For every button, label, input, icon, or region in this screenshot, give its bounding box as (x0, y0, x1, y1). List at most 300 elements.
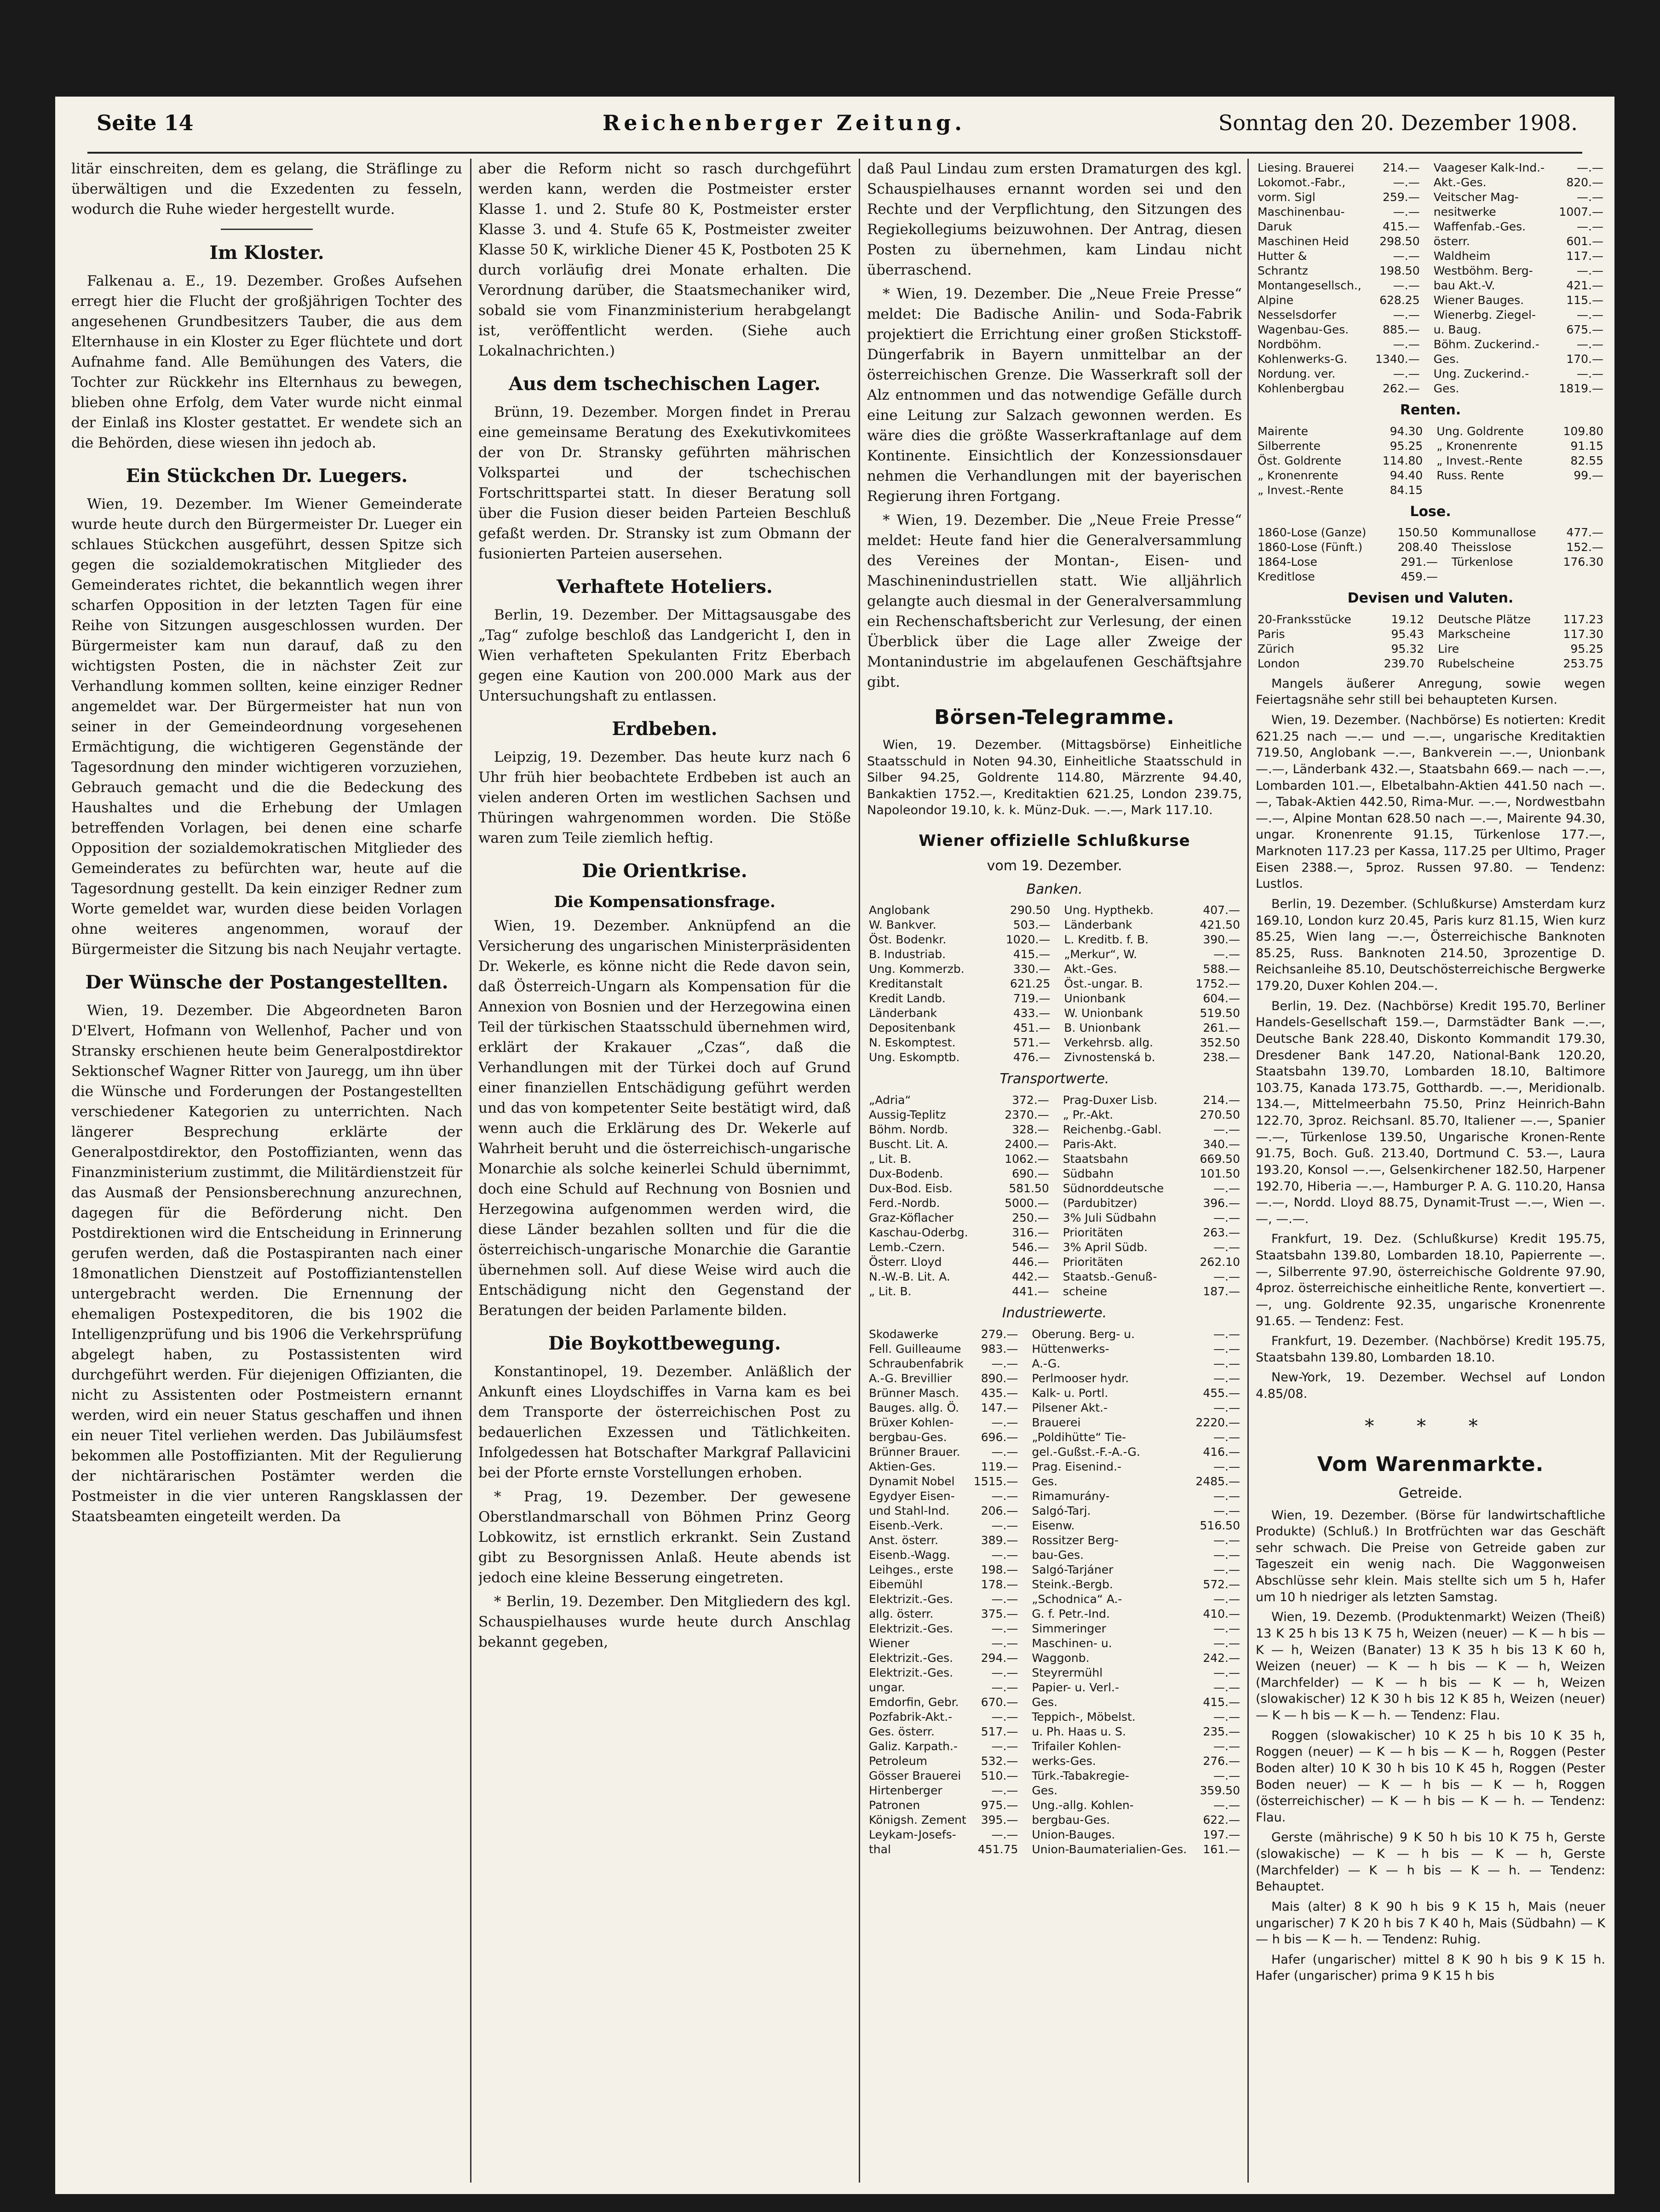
security-price: 519.50 (1200, 1006, 1240, 1020)
security-price: 890.— (981, 1371, 1018, 1385)
spacer (1020, 1459, 1030, 1474)
spacer (1051, 1108, 1061, 1122)
column-1 (71, 159, 462, 2183)
spacer (1051, 1093, 1061, 1108)
spacer (1052, 1035, 1062, 1050)
security-price: 298.50 (1379, 235, 1420, 248)
security-name: Zivnostenská b. (1064, 1051, 1155, 1064)
spacer (1440, 525, 1450, 540)
security-price: 178.— (981, 1577, 1018, 1591)
table-heading: Industriewerte. (1002, 1305, 1107, 1321)
newspaper-page (55, 97, 1614, 2194)
security-price: —.— (1213, 1342, 1240, 1356)
security-name: Unionbank (1064, 992, 1126, 1005)
spacer (1020, 1371, 1030, 1386)
security-name: Kreditanstalt (869, 977, 943, 991)
quote-row (867, 1327, 1242, 1342)
security-price: 604.— (1203, 992, 1240, 1005)
quote-row (867, 1621, 1242, 1636)
security-name: Böhm. Zuckerind.- (1433, 338, 1539, 351)
quote-row (1256, 219, 1605, 234)
security-price: 114.80 (1382, 454, 1423, 467)
security-price: 1752.— (1195, 977, 1240, 991)
security-price: —.— (1213, 1356, 1240, 1370)
security-name: Russ. Rente (1436, 468, 1504, 482)
security-price: 94.30 (1390, 424, 1423, 438)
security-name: Oberung. Berg- u. (1032, 1327, 1135, 1341)
quote-row (1256, 190, 1605, 205)
spacer (1051, 1122, 1061, 1137)
security-name: „Merkur“, W. (1064, 948, 1137, 961)
quote-row (1256, 175, 1605, 190)
spacer (1020, 1813, 1030, 1827)
quote-row (1256, 483, 1605, 498)
security-price: 262.10 (1200, 1255, 1240, 1269)
security-price: —.— (1393, 205, 1420, 218)
spacer (1020, 1680, 1030, 1695)
security-name: Emdorfin, Gebr. (869, 1695, 959, 1709)
security-price: 170.— (1566, 352, 1603, 366)
spacer (1020, 1356, 1030, 1371)
quote-row (867, 977, 1242, 991)
security-price: 119.— (981, 1459, 1018, 1473)
spacer (1052, 991, 1062, 1006)
spacer (1052, 932, 1062, 947)
security-price: —.— (1213, 1327, 1240, 1341)
quote-row (867, 1827, 1242, 1842)
quote-row (867, 1798, 1242, 1813)
security-name: Alpine (1258, 293, 1294, 307)
spacer (1426, 642, 1436, 656)
security-name: Prag-Duxer Lisb. (1063, 1093, 1158, 1107)
spacer (1426, 656, 1436, 671)
security-price: —.— (991, 1680, 1018, 1694)
security-price: 239.70 (1384, 656, 1424, 670)
security-name: Maschinenbau- (1258, 205, 1345, 218)
security-name: Lemb.-Czern. (869, 1241, 945, 1254)
security-name: Schraubenfabrik (869, 1356, 964, 1370)
security-name: (Pardubitzer) (1063, 1196, 1137, 1210)
security-price: 581.50 (1009, 1182, 1049, 1195)
security-name: „ Invest.-Rente (1436, 454, 1522, 467)
spacer (1052, 947, 1062, 962)
spacer (1440, 555, 1450, 569)
security-name: Aktien-Ges. (869, 1459, 936, 1473)
security-name: Waffenfab.-Ges. (1433, 220, 1526, 233)
security-price: —.— (991, 1592, 1018, 1606)
article-text: Berlin, 19. Dezember. Der Mittagsausgabe des „Tag“ zufolge beschloß das Landgericht I, den in Wien verhafteten Spekulanten Fritz Eberbach gegen eine Kaution von 200.000 Mark aus der Untersuchungshaft zu entlassen. (478, 606, 851, 704)
quote-row (867, 1533, 1242, 1548)
security-price: 242.— (1203, 1651, 1240, 1665)
security-price: 601.— (1566, 235, 1603, 248)
spacer (1422, 219, 1432, 234)
security-price: 476.— (1013, 1051, 1051, 1064)
quote-row (867, 1636, 1242, 1651)
security-name: Ung.-allg. Kohlen- (1032, 1798, 1134, 1812)
quote-row (1256, 569, 1605, 584)
spacer (1020, 1842, 1030, 1857)
security-name: Anglobank (869, 903, 930, 917)
security-name: Mairente (1258, 424, 1308, 438)
security-name: Perlmooser hydr. (1032, 1371, 1129, 1385)
security-price: 1819.— (1559, 382, 1603, 395)
security-name: österr. (1433, 235, 1470, 248)
spacer (1020, 1827, 1030, 1842)
quote-row (1256, 612, 1605, 627)
security-name: Wagenbau-Ges. (1258, 323, 1349, 336)
quote-row (1256, 234, 1605, 249)
security-price: 253.75 (1563, 656, 1603, 670)
security-price: —.— (1393, 279, 1420, 292)
security-name: nesitwerke (1433, 205, 1496, 218)
security-price: 517.— (981, 1724, 1018, 1738)
security-name: Skodawerke (869, 1327, 939, 1341)
security-price: 214.— (1203, 1093, 1240, 1107)
security-name: Ung. Kommerzb. (869, 962, 965, 976)
column-2 (478, 159, 851, 2183)
security-name: Aussig-Teplitz (869, 1108, 946, 1122)
quote-row (867, 1680, 1242, 1695)
security-name: B. Unionbank (1064, 1021, 1141, 1035)
spacer (1422, 264, 1432, 278)
quote-row (867, 1563, 1242, 1577)
quote-row (867, 1270, 1242, 1284)
security-price: —.— (1213, 1666, 1240, 1679)
article-text: * Prag, 19. Dezember. Der gewesene Oberstlandmarschall von Böhmen Prinz Georg Lobkowitz, ist ernstlich erkrankt. Sein Zustand gibt zu Besorgnissen Anlaß. Heute abends ist jedoch eine kleine Besserung eingetreten. (478, 1488, 851, 1586)
spacer (1422, 249, 1432, 264)
security-price: —.— (1577, 161, 1603, 174)
security-name: Eisenb.-Wagg. (869, 1548, 950, 1562)
security-price: 975.— (981, 1798, 1018, 1812)
security-price: 669.50 (1200, 1152, 1240, 1166)
quote-row (1256, 308, 1605, 322)
quote-row (867, 1783, 1242, 1798)
security-name: Elektrizit.-Ges. (869, 1651, 953, 1665)
spacer (1051, 1181, 1061, 1196)
security-price: 670.— (981, 1695, 1018, 1709)
security-price: —.— (1213, 1123, 1240, 1137)
article-text: * Wien, 19. Dezember. Die „Neue Freie Presse“ meldet: Heute fand hier die Generalversammlung des Vereines der Montan-, Eisen- und Maschinenindustriellen statt. Wie alljährlich gelangte auch diesmal in der Generalversammlung ein Rechenschaftsbericht zur Verlesung, der einen Überblick über die Lage aller Zweige der Montanindustrie im abgelaufenen Geschäftsjahre gibt. (867, 512, 1242, 691)
spacer (1020, 1489, 1030, 1504)
security-name: Nordböhm. (1258, 338, 1322, 351)
spacer (1020, 1769, 1030, 1783)
security-price: 690.— (1012, 1167, 1049, 1181)
security-name: Veitscher Mag- (1433, 190, 1519, 204)
quote-row (1256, 293, 1605, 308)
spacer (1051, 1152, 1061, 1166)
security-price: —.— (1393, 249, 1420, 263)
security-name: werks-Ges. (1032, 1754, 1096, 1768)
spacer (1424, 439, 1435, 454)
spacer (1020, 1548, 1030, 1563)
security-name: Wiener Bauges. (1433, 293, 1524, 307)
quote-row (867, 1430, 1242, 1445)
security-price: 546.— (1012, 1241, 1049, 1254)
security-name: Ges. (1032, 1695, 1058, 1709)
security-price: 451.75 (977, 1842, 1018, 1856)
security-name: Dynamit Nobel (869, 1474, 955, 1488)
security-price: 250.— (1012, 1211, 1049, 1225)
security-price: 628.25 (1379, 293, 1420, 307)
spacer (1426, 612, 1436, 627)
security-price: 1340.— (1375, 352, 1420, 366)
security-name: und Stahl-Ind. (869, 1504, 950, 1517)
quote-table (867, 903, 1242, 1065)
security-name: Brüxer Kohlen- (869, 1415, 954, 1429)
security-name: Ges. österr. (869, 1724, 935, 1738)
security-name (1450, 569, 1554, 584)
quote-row (867, 1006, 1242, 1021)
security-price: —.— (1213, 1489, 1240, 1503)
security-name: bau-Ges. (1032, 1548, 1084, 1562)
security-price: 235.— (1203, 1724, 1240, 1738)
security-price: 885.— (1382, 323, 1420, 336)
article-text: Wien, 19. Dezember. (Börse für landwirtschaftliche Produkte) (Schluß.) In Brotfrüchten war das Geschäft sehr schwach. Die Preise von Getreide gaben zur Tageszeit ein wenig nach. Die Waggonweisen Abschlüsse sehr klein. Mais stellte sich um 5 h, Hafer um 10 h niedriger als letzten Samstag. (1256, 1508, 1605, 1604)
spacer (1426, 627, 1436, 642)
security-price: —.— (991, 1739, 1018, 1753)
security-name: Paris-Akt. (1063, 1138, 1117, 1151)
security-name: N.-W.-B. Lit. A. (869, 1270, 950, 1284)
security-price: 407.— (1203, 903, 1240, 917)
spacer (1052, 962, 1062, 977)
security-name: Egydyer Eisen- (869, 1489, 955, 1503)
security-name: Kreditlose (1258, 570, 1315, 584)
security-price: —.— (1213, 1548, 1240, 1562)
security-price: 503.— (1013, 918, 1051, 932)
subheading: vom 19. Dezember. (987, 858, 1122, 874)
security-price: —.— (1577, 264, 1603, 277)
security-name: Ferd.-Nordb. (869, 1196, 940, 1210)
security-price: —.— (1213, 1636, 1240, 1650)
security-price: —.— (1213, 1592, 1240, 1606)
security-name: Markscheine (1438, 627, 1511, 641)
security-price: 290.50 (1010, 903, 1051, 917)
section-stars: * * * (1365, 1415, 1496, 1437)
quote-row (867, 1255, 1242, 1270)
spacer (1424, 454, 1435, 468)
security-name: 3% April Südb. (1063, 1241, 1148, 1254)
security-price: 395.— (981, 1813, 1018, 1827)
security-price: —.— (991, 1621, 1018, 1635)
article-text: Konstantinopel, 19. Dezember. Anläßlich der Ankunft eines Lloydschiffes in Varna kam es bei dem Transporte der österreichischen Post zu bedauerlichen Exzessen und Tätlichkeiten. Infolgedessen hat Botschafter Markgraf Pallavicini bei der Pforte ernste Vorstellungen erhoben. (478, 1363, 851, 1482)
security-price: 410.— (1203, 1607, 1240, 1620)
quote-row (867, 1548, 1242, 1563)
quote-row (867, 1035, 1242, 1050)
security-price: 291.— (1401, 555, 1438, 569)
security-name: gel.-Gußst.-F.-A.-G. (1032, 1445, 1140, 1459)
quote-row (1256, 627, 1605, 642)
security-price: 270.50 (1200, 1108, 1240, 1122)
quote-row (1256, 656, 1605, 671)
spacer (1422, 367, 1432, 381)
security-price: 621.25 (1010, 977, 1051, 991)
spacer (1422, 293, 1432, 308)
column-divider (470, 159, 471, 2183)
spacer (1052, 977, 1062, 991)
security-price: 187.— (1203, 1285, 1240, 1298)
security-price: 451.— (1013, 1021, 1051, 1035)
article-text: aber die Reform nicht so rasch durchgeführt werden kann, werden die Postmeister erster Klasse 1. und 2. Stufe 80 K, Postmeister erster Klasse 3. und 4. Stufe 65 K, Postmeister zweiter Klasse 50 K, wirkliche Diener 45 K, Postboten 25 K durch vorläufig drei Monate erhalten. Die Verordnung darüber, die Staatsmechaniker wird, sobald sie vom Finanzministerium herabgelangt ist, veröffentlicht werden. (Siehe auch Lokalnachrichten.) (478, 161, 851, 360)
security-price: —.— (1213, 1211, 1240, 1225)
quote-row (867, 932, 1242, 947)
article-heading: Die Boykottbewegung. (548, 1333, 781, 1355)
security-name: Ges. (1032, 1783, 1058, 1797)
quote-table (867, 1093, 1242, 1299)
security-price: 238.— (1203, 1051, 1240, 1064)
security-name: Königsh. Zement (869, 1813, 966, 1827)
security-name: Simmeringer (1032, 1621, 1106, 1635)
security-name: Südbahn (1063, 1167, 1114, 1181)
security-price: 588.— (1203, 962, 1240, 976)
security-price: —.— (1213, 1621, 1240, 1635)
security-name: Hüttenwerks- (1032, 1342, 1109, 1356)
security-name: Kredit Landb. (869, 992, 946, 1005)
security-price: 197.— (1203, 1827, 1240, 1841)
security-price: 279.— (981, 1327, 1018, 1341)
security-price: 571.— (1013, 1036, 1051, 1050)
spacer (1020, 1666, 1030, 1680)
security-price: —.— (1213, 1459, 1240, 1473)
security-price: 147.— (981, 1401, 1018, 1414)
quote-row (867, 1415, 1242, 1430)
security-name: „ Kronenrente (1436, 439, 1517, 453)
quote-row (867, 1739, 1242, 1754)
security-name: Reichenbg.-Gabl. (1063, 1123, 1162, 1137)
security-name: Rossitzer Berg- (1032, 1533, 1119, 1547)
security-name: 1864-Lose (1258, 555, 1317, 569)
column-divider (1247, 159, 1249, 2183)
spacer (1020, 1754, 1030, 1769)
spacer (1020, 1621, 1030, 1636)
quote-row (867, 1211, 1242, 1225)
spacer (1020, 1607, 1030, 1621)
quote-row (867, 918, 1242, 932)
quote-row (867, 1166, 1242, 1181)
security-price: —.— (1213, 1563, 1240, 1576)
security-name: Kalk- u. Portl. (1032, 1386, 1109, 1400)
security-price: 259.— (1382, 190, 1420, 204)
security-name: Wiener (869, 1636, 910, 1650)
spacer (1440, 569, 1450, 584)
security-name: „Schodnica“ A.- (1032, 1592, 1122, 1606)
security-price: —.— (1393, 176, 1420, 189)
security-price: 117.30 (1563, 627, 1603, 641)
security-price: 696.— (981, 1430, 1018, 1444)
security-price: —.— (1213, 948, 1240, 961)
security-price: 84.15 (1390, 483, 1423, 497)
article-text: Berlin, 19. Dezember. (Schlußkurse) Amsterdam kurz 169.10, London kurz 20.45, Paris kurz 81.15, Wien kurz 85.25, Wien lang —.—, Österreichische Banknoten 85.25, Russ. Banknoten 214.50, 3prozentige D. Reichsanleihe 85.10, Deutschösterreichische Bergwerke 179.20, Duxer Kohlen 204.—. (1256, 896, 1605, 994)
spacer (1422, 337, 1432, 352)
security-name: Elektrizit.-Ges. (869, 1621, 953, 1635)
security-price: 441.— (1012, 1285, 1049, 1298)
quote-row (867, 1769, 1242, 1783)
spacer (1422, 161, 1432, 175)
table-heading: Renten. (1400, 402, 1461, 418)
table-heading: Banken. (1026, 881, 1083, 897)
security-price: 117.23 (1563, 612, 1603, 626)
security-price: 352.50 (1200, 1036, 1240, 1050)
security-name: Ung. Eskomptb. (869, 1051, 960, 1064)
security-price: —.— (1213, 1710, 1240, 1724)
quote-row (867, 1489, 1242, 1504)
quote-row (867, 1577, 1242, 1592)
security-price: 262.— (1382, 382, 1420, 395)
quote-row (1256, 278, 1605, 293)
spacer (1020, 1533, 1030, 1548)
spacer (1424, 468, 1435, 483)
quote-row (1256, 454, 1605, 468)
security-name: Eisenb.-Verk. (869, 1518, 943, 1532)
security-price: —.— (1213, 1270, 1240, 1284)
article-text: Frankfurt, 19. Dezember. (Nachbörse) Kredit 195.75, Staatsbahn 139.80, Lombarden 18.10. (1256, 1334, 1605, 1365)
quote-table (1256, 161, 1605, 396)
security-price: 396.— (1203, 1196, 1240, 1210)
security-price: 416.— (1203, 1445, 1240, 1459)
quote-row (867, 1371, 1242, 1386)
spacer (1422, 205, 1432, 219)
table-heading: Transportwerte. (999, 1071, 1109, 1087)
security-name: Akt.-Ges. (1064, 962, 1117, 976)
security-price: 421.— (1566, 279, 1603, 292)
security-price: 109.80 (1563, 424, 1603, 438)
quote-row (867, 1152, 1242, 1166)
security-price: 214.— (1382, 161, 1420, 174)
security-name: Rimamurány- (1032, 1489, 1110, 1503)
security-name: allg. österr. (869, 1607, 934, 1620)
security-name: Petroleum (869, 1754, 927, 1768)
security-price: —.— (991, 1489, 1018, 1503)
article-text: Wien, 19. Dezember. Die Abgeordneten Baron D'Elvert, Hofmann von Wellenhof, Pacher und von Stransky erschienen heute beim Generalpostdirektor Sektionschef Wagner Ritter von Jauregg, um ihn über die Wünsche und Forderungen der Postangestellten verschiedener Kategorien zu unterrichten. Nach längerer Besprechung erklärte der Generalpostdirektor, den Postoffizianten, wenn das Finanzministerium zustimmt, die Militärdienstzeit für das Ausmaß der Pensionsberechnung anzurechnen, dagegen für die Beförderung nicht. Den Postdirektionen wird die Entscheidung in Erinnerung gerufen werden, daß die Postaspiranten nach einer 18monatlichen Dienstzeit auf Postoffiziantenstellen untergebracht werden. Die Ernennung der ehemaligen Postexpeditoren, die bis 1902 die Intelligenzprüfung und bis 1906 die Verkehrsprüfung abgelegt haben, zu Postassistenten wird durchgeführt werden. Für diejenigen Offizianten, die nicht zu Assistenten oder Postmeistern ernannt werden, wird ein neuer Status geschaffen und ihnen ein neuer Titel verliehen werden. Das Jubiläumsfest bekommen alle Postoffizianten. Mit der Regulierung der nichtärarischen Postämter werden die Postmeister in die vier unteren Rangsklassen der Staatsbeamten eingeteilt werden. Da (71, 1002, 462, 1525)
spacer (1020, 1327, 1030, 1342)
security-price: 95.25 (1570, 642, 1603, 655)
security-name: Leihges., erste (869, 1563, 953, 1576)
spacer (1051, 1255, 1061, 1270)
security-price: 261.— (1203, 1021, 1240, 1035)
security-name: u. Ph. Haas u. S. (1032, 1724, 1126, 1738)
quote-row (867, 903, 1242, 918)
security-price: —.— (1213, 1182, 1240, 1195)
quote-row (867, 1504, 1242, 1518)
spacer (1020, 1415, 1030, 1430)
quote-row (867, 1666, 1242, 1680)
security-name: „Poldihütte“ Tie- (1032, 1430, 1126, 1444)
quote-table (1256, 612, 1605, 671)
quote-row (1256, 468, 1605, 483)
security-price: 316.— (1012, 1226, 1049, 1240)
spacer (1020, 1518, 1030, 1533)
security-name: Dux-Bod. Eisb. (869, 1182, 953, 1195)
security-price: 5000.— (1005, 1196, 1049, 1210)
security-price: —.— (1213, 1371, 1240, 1385)
security-name: Vaageser Kalk-Ind.- (1433, 161, 1545, 174)
quote-row (1256, 367, 1605, 381)
security-price: —.— (1393, 308, 1420, 322)
security-name: Akt.-Ges. (1433, 176, 1487, 189)
security-price: 622.— (1203, 1813, 1240, 1827)
article-text: Wien, 19. Dezember. Im Wiener Gemeinderate wurde heute durch den Bürgermeister Dr. Lueger ein schlaues Stückchen ausgeführt, dessen Spitze sich gegen die sozialdemokratischen Mitglieder des Gemeinderates richtet, die bekanntlich wegen ihrer scharfen Opposition in der letzten Tagen für eine Reihe von Sitzungen ausgeschlossen wurden. Der Bürgermeister kam nun darauf, daß zu den wichtigsten Posten, die in nächster Zeit zur Verhandlung kommen sollten, keine einziger Redner angemeldet war. Der Bürgermeister hat nun von seiner in der Gemeindeordnung vorgesehenen Ermächtigung, die wichtigeren Gegenstände der Tagesordnung den minder wichtigeren vorzuziehen, Gebrauch gemacht und die die Bedeckung des Haushaltes und die Erhebung der Umlagen betreffenden Vorlagen, bei denen eine scharfe Opposition der sozialdemokratischen Mitglieder des Gemeinderates zu befürchten war, heute auf die Tagesordnung gestellt. Da kein einziger Redner zum Worte gemeldet war, wurden diese beiden Vorlagen ohne weiteres angenommen, worauf der Bürgermeister die Sitzung bis nach Neujahr vertagte. (71, 495, 462, 958)
separator (221, 229, 313, 230)
security-name: Südnorddeutsche (1063, 1182, 1164, 1195)
article-text: Leipzig, 19. Dezember. Das heute kurz nach 6 Uhr früh hier beobachtete Erdbeben ist auch an vielen anderen Orten im westlichen Sachsen und Thüringen wahrgenommen worden. Die Stöße waren zum Teile ziemlich heftig. (478, 748, 851, 846)
security-price: —.— (991, 1518, 1018, 1532)
security-price: 372.— (1012, 1093, 1049, 1107)
article-text: Gerste (mährische) 9 K 50 h bis 10 K 75 h, Gerste (slowakische) — K — h bis — K — h, Gerste (Marchfelder) — K — h bis — K — h. — Tendenz: Behauptet. (1256, 1830, 1605, 1894)
security-name: Österr. Lloyd (869, 1255, 942, 1269)
security-name: London (1258, 656, 1300, 670)
spacer (1051, 1196, 1061, 1211)
section-heading: Vom Warenmarkte. (1317, 1453, 1544, 1477)
security-name: Rubelscheine (1438, 656, 1515, 670)
